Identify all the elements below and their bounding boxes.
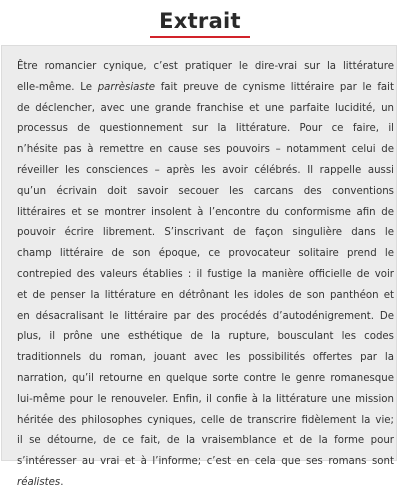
- paragraph-line: [17, 411, 394, 432]
- text-run: fait preuve de cynisme littéraire par le fait: [155, 81, 394, 93]
- paragraph-line: [17, 119, 394, 140]
- emphasized-term: parrèsiaste: [97, 81, 155, 93]
- text-run: processus de questionnement sur la littérature. Pour ce faire, il: [17, 123, 394, 135]
- paragraph-line: [17, 327, 394, 348]
- text-run: .: [60, 476, 64, 488]
- paragraph-line: [17, 390, 394, 411]
- paragraph-line: [17, 369, 394, 390]
- paragraph-line: [17, 307, 394, 328]
- text-run: réveiller les consciences – après les avoir célébrés. Il rappelle aussi: [17, 164, 394, 176]
- paragraph-line: [17, 223, 394, 244]
- paragraph-line: [17, 203, 394, 224]
- heading-underline: [150, 36, 250, 38]
- text-run: traditionnels du roman, jouant avec les possibilités offertes par la: [17, 352, 394, 364]
- text-run: et de penser la littérature en détrônant les idoles de son panthéon et: [17, 289, 394, 301]
- text-run: qu’un écrivain doit savoir secouer les carcans des conventions: [17, 185, 394, 197]
- paragraph-line: [17, 78, 394, 99]
- paragraph-line: [17, 473, 394, 494]
- text-run: il se détourne, de ce fait, de la vraisemblance et de la forme pour: [17, 435, 394, 447]
- paragraph-line: [17, 286, 394, 307]
- excerpt-heading: Extrait: [159, 9, 241, 33]
- paragraph-line: [17, 348, 394, 369]
- paragraph-line: [17, 244, 394, 265]
- text-run: plus, il prône une esthétique de la rupture, bousculant les codes: [17, 331, 394, 343]
- text-run: pouvoir écrire librement. S’inscrivant de façon singulière dans le: [17, 227, 394, 239]
- paragraph-line: [17, 140, 394, 161]
- paragraph-line: [17, 161, 394, 182]
- excerpt-box: [1, 45, 397, 488]
- text-run: narration, qu’il retourne en quelque sorte contre le genre romanesque: [17, 372, 394, 384]
- text-run: elle-même. Le: [17, 81, 98, 93]
- paragraph-line: [17, 182, 394, 203]
- text-run: contrepied des valeurs établies : il fustige la manière officielle de voir: [17, 268, 394, 280]
- text-run: lui-même pour le renouveler. Enfin, il confie à la littérature une mission: [17, 393, 394, 405]
- text-run: littéraires et se montrer insolent à l’encontre du conformisme afin de: [17, 206, 394, 218]
- text-run: n’hésite pas à remettre en cause ses pouvoirs – notamment celui de: [17, 144, 394, 156]
- excerpt-paragraph: [17, 57, 394, 494]
- text-run: de déclencher, avec une grande franchise et une parfaite lucidité, un: [17, 102, 394, 114]
- text-run: en désacralisant le littéraire par des procédés d’autodénigrement. De: [17, 310, 394, 322]
- paragraph-line: [17, 265, 394, 286]
- paragraph-line: [17, 57, 394, 78]
- text-run: héritée des philosophes cyniques, celle de transcrire fidèlement la vie;: [17, 414, 394, 426]
- paragraph-line: [17, 431, 394, 452]
- text-run: Être romancier cynique, c’est pratiquer le dire-vrai sur la littérature: [17, 61, 394, 72]
- emphasized-term: réalistes: [17, 476, 61, 488]
- text-run: champ littéraire de son époque, ce provocateur solitaire prend le: [17, 248, 394, 260]
- paragraph-line: [17, 99, 394, 120]
- text-run: s’intéresser au vrai et à l’informe; c’est en cela que ses romans sont: [17, 456, 394, 468]
